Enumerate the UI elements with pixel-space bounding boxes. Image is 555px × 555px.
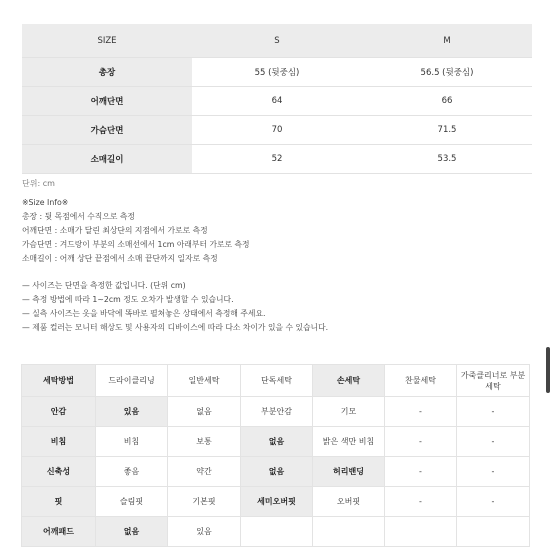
fit-option: - <box>385 427 457 457</box>
fit-row-shoulder-pad <box>22 517 530 547</box>
fit-option <box>313 517 385 547</box>
fit-option: 허리밴딩 <box>313 457 385 487</box>
size-info-line: 어깨단면 : 소매가 달린 최상단의 지점에서 가로로 측정 <box>22 226 208 235</box>
fit-option: 좋음 <box>96 457 168 487</box>
fit-option: - <box>457 457 530 487</box>
fit-option <box>457 517 530 547</box>
size-header-label: SIZE <box>22 24 192 58</box>
unit-label: 단위: cm <box>22 179 55 188</box>
size-header-m: M <box>362 24 532 58</box>
fit-option: 없음 <box>241 457 313 487</box>
wash-option-hand-wash: 손세탁 <box>313 365 385 397</box>
fit-row-label: 비침 <box>22 427 96 457</box>
fit-option: 기본핏 <box>168 487 241 517</box>
size-info-line: 가슴단면 : 겨드랑이 부분의 소매선에서 1cm 아래부터 가로로 측정 <box>22 240 250 249</box>
wash-option-regular: 일반세탁 <box>168 365 241 397</box>
fit-option <box>241 517 313 547</box>
note-line: — 제품 컬러는 모니터 해상도 및 사용자의 디바이스에 따라 다소 차이가 있을 수 있습니다. <box>22 323 329 332</box>
fit-option: - <box>457 397 530 427</box>
fit-option: 있음 <box>96 397 168 427</box>
fit-row-fit <box>22 487 530 517</box>
wash-option-separate: 단독세탁 <box>241 365 313 397</box>
size-value-s: 55 (뒷중심) <box>192 58 362 87</box>
fit-option: - <box>457 427 530 457</box>
size-info-line: 총장 : 뒷 목점에서 수직으로 측정 <box>22 212 135 221</box>
wash-fit-table <box>21 364 530 547</box>
fit-row-lining <box>22 397 530 427</box>
size-value-s: 70 <box>192 116 362 145</box>
size-header-s: S <box>192 24 362 58</box>
fit-row-label: 어깨패드 <box>22 517 96 547</box>
fit-option: 부분안감 <box>241 397 313 427</box>
wash-option-dry-clean: 드라이클리닝 <box>96 365 168 397</box>
wash-option-cold-water: 찬물세탁 <box>385 365 457 397</box>
size-value-s: 52 <box>192 145 362 174</box>
size-row <box>22 116 532 145</box>
scrollbar-thumb[interactable] <box>546 347 550 393</box>
fit-row-label: 신축성 <box>22 457 96 487</box>
size-row <box>22 145 532 174</box>
size-table <box>22 24 532 174</box>
fit-option: 오버핏 <box>313 487 385 517</box>
fit-option: 약간 <box>168 457 241 487</box>
fit-option: - <box>385 397 457 427</box>
size-table-header <box>22 24 532 58</box>
fit-option: 없음 <box>241 427 313 457</box>
fit-option: - <box>385 457 457 487</box>
size-row-label: 소매길이 <box>22 145 192 174</box>
size-info-line: 소매길이 : 어깨 상단 끝점에서 소매 끝단까지 일자로 측정 <box>22 254 218 263</box>
fit-row-label: 핏 <box>22 487 96 517</box>
size-value-m: 56.5 (뒷중심) <box>362 58 532 87</box>
fit-option: 보통 <box>168 427 241 457</box>
fit-option: 없음 <box>96 517 168 547</box>
fit-option <box>385 517 457 547</box>
fit-option: 밝은 색만 비침 <box>313 427 385 457</box>
size-row-label: 어깨단면 <box>22 87 192 116</box>
wash-header-label: 세탁방법 <box>22 365 96 397</box>
fit-option: 기모 <box>313 397 385 427</box>
fit-row-sheer <box>22 427 530 457</box>
size-value-s: 64 <box>192 87 362 116</box>
fit-row-stretch <box>22 457 530 487</box>
size-row-label: 총장 <box>22 58 192 87</box>
note-line: — 측정 방법에 따라 1~2cm 정도 오차가 발생할 수 있습니다. <box>22 295 234 304</box>
fit-option: - <box>385 487 457 517</box>
fit-option: 있음 <box>168 517 241 547</box>
size-info <box>22 196 250 266</box>
wash-option-leather-cleaner: 가죽클리너로 부분세탁 <box>457 365 530 397</box>
fit-row-label: 안감 <box>22 397 96 427</box>
size-info-title: ※Size Info※ <box>22 198 69 207</box>
size-value-m: 71.5 <box>362 116 532 145</box>
fit-option: - <box>457 487 530 517</box>
size-row <box>22 58 532 87</box>
size-notes <box>22 279 328 335</box>
fit-option: 없음 <box>168 397 241 427</box>
note-line: — 사이즈는 단면을 측정한 값입니다. (단위 cm) <box>22 281 186 290</box>
fit-option: 세미오버핏 <box>241 487 313 517</box>
size-value-m: 53.5 <box>362 145 532 174</box>
fit-option: 비침 <box>96 427 168 457</box>
size-row <box>22 87 532 116</box>
wash-table-header <box>22 365 530 397</box>
fit-option: 슬림핏 <box>96 487 168 517</box>
size-row-label: 가슴단면 <box>22 116 192 145</box>
size-value-m: 66 <box>362 87 532 116</box>
note-line: — 실측 사이즈는 옷을 바닥에 똑바로 펼쳐놓은 상태에서 측정해 주세요. <box>22 309 266 318</box>
